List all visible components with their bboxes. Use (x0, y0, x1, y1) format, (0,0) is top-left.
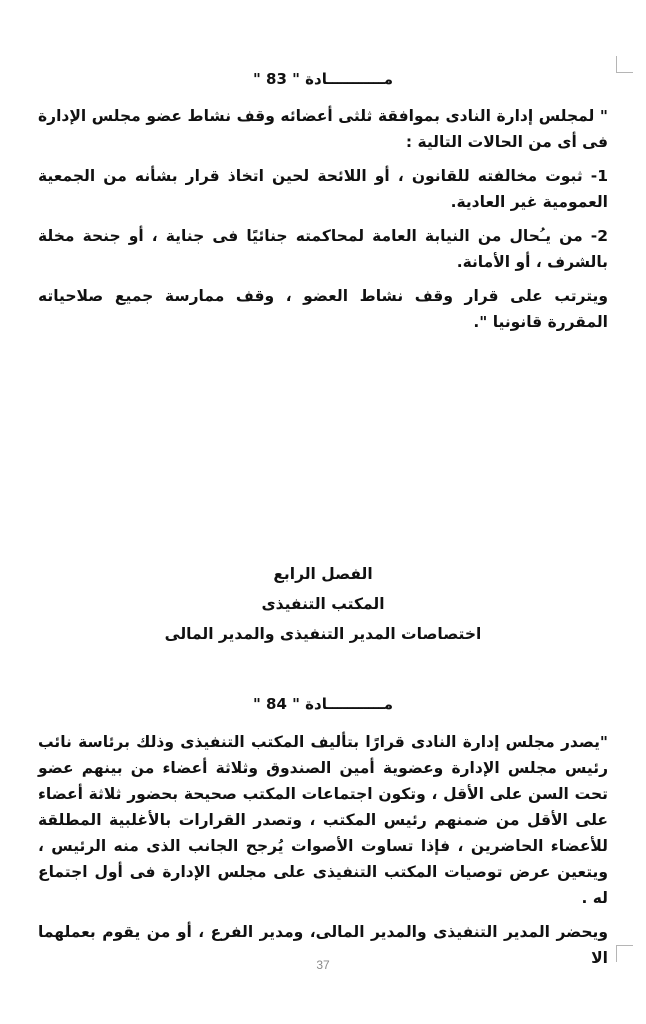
article-83-body (38, 103, 608, 335)
article-84-paragraph-1: "يصدر مجلس إدارة النادى قرارًا بتأليف المكتب التنفيذى وذلك برئاسة نائب رئيس مجلس الإدارة وعضوية أمين الصندوق وثلاثة أعضاء من بينهم عضو تحت السن على الأقل ، وتكون اجتماعات المكتب صحيحة بحضور ثلاثة أعضاء على الأقل من ضمنهم رئيس المكتب ، وتصدر القرارات بالأغلبية المطلقة للأعضاء الحاضرين ، فإذا تساوت الأصوات يُرجح الجانب الذى منه الرئيس ، ويتعين عرض توصيات المكتب التنفيذى على مجلس الإدارة فى أول اجتماع له . (38, 733, 608, 907)
article-84-heading: مـــــــــــادة " 84 " (252, 695, 394, 713)
chapter-header (0, 559, 646, 649)
article-84-body (38, 729, 608, 971)
article-83-clause-2: 2- من يـُحال من النيابة العامة لمحاكمته جنائيًا فى جناية ، أو جنحة مخلة بالشرف ، أو الأمانة. (38, 227, 608, 271)
article-83-intro: " لمجلس إدارة النادى بموافقة ثلثى أعضائه وقف نشاط عضو مجلس الإدارة فى أى من الحالات التالية : (38, 107, 608, 151)
page-number: 37 (316, 958, 330, 972)
chapter-section: اختصاصات المدير التنفيذى والمدير المالى (164, 625, 482, 643)
article-83-clause-1: 1- ثبوت مخالفته للقانون ، أو اللائحة لحين اتخاذ قرار بشأنه من الجمعية العمومية غير العادية. (38, 167, 608, 211)
article-84-paragraph-2: ويحضر المدير التنفيذى والمدير المالى، ومدير الفرع ، أو من يقوم بعملهما الا (38, 923, 608, 967)
article-83-conclusion: ويترتب على قرار وقف نشاط العضو ، وقف ممارسة جميع صلاحياته المقررة قانونيا ". (38, 287, 608, 331)
chapter-subtitle: المكتب التنفيذى (261, 595, 385, 613)
chapter-title: الفصل الرابع (273, 565, 373, 583)
article-83-heading: مـــــــــــادة " 83 " (252, 70, 394, 88)
